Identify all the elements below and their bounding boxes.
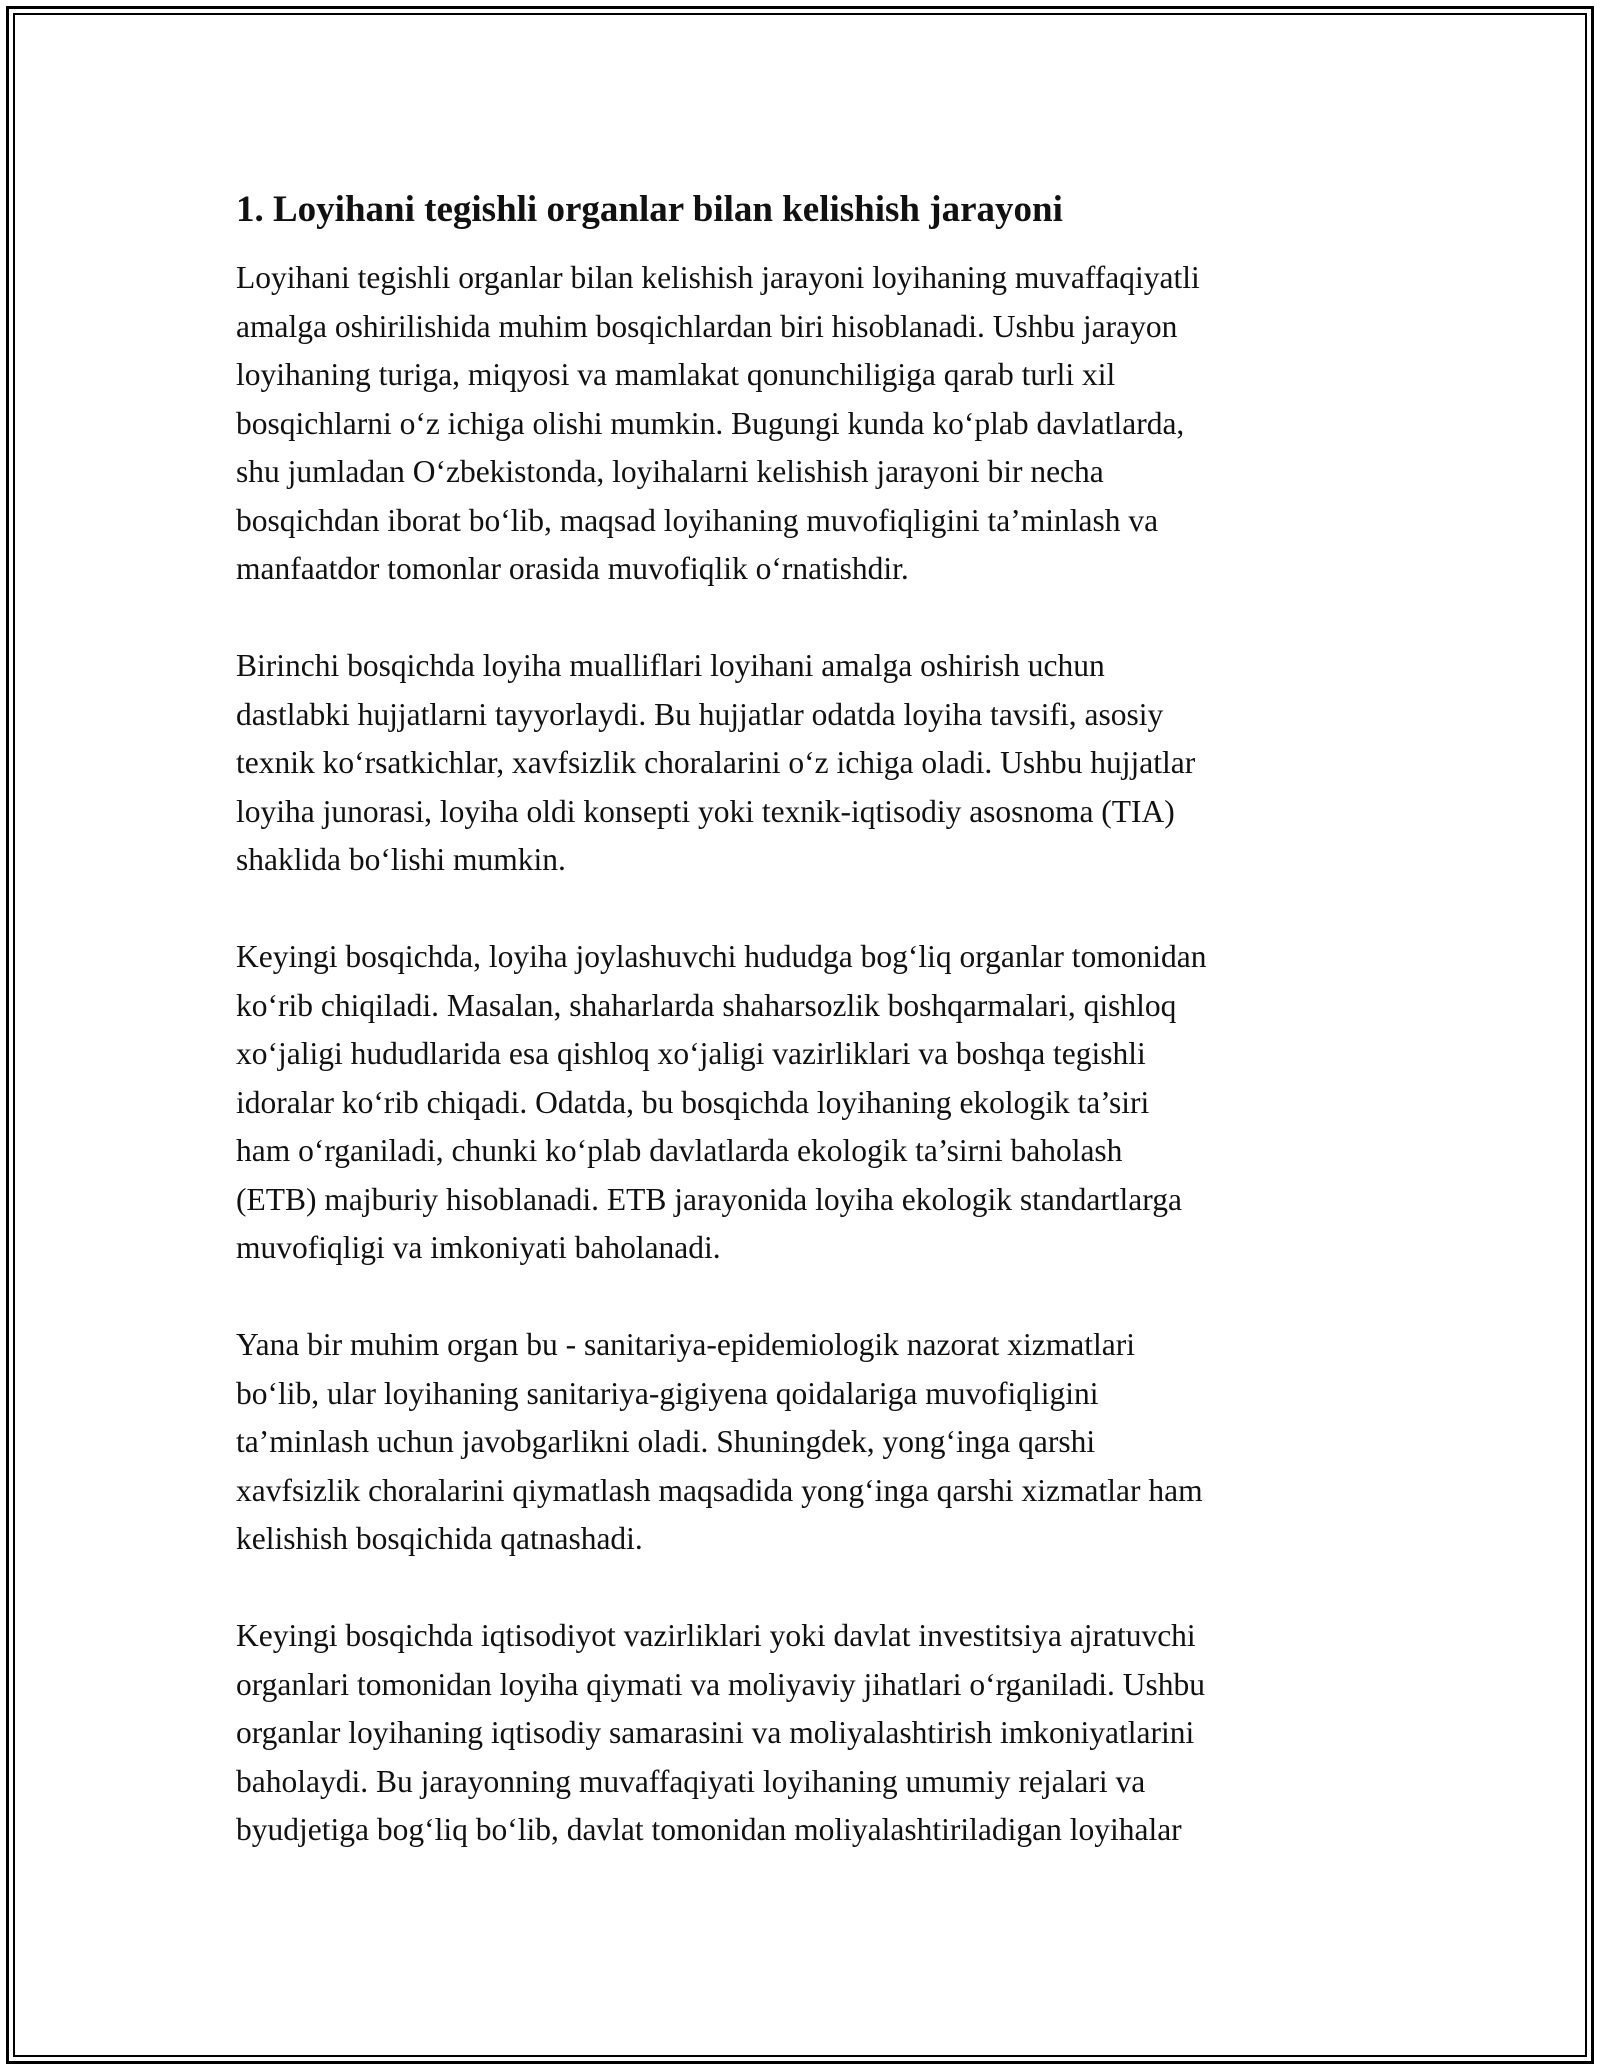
text-line: organlari tomonidan loyiha qiymati va moliyaviy jihatlari o‘rganiladi. Ushbu (236, 1666, 1206, 1702)
document-body (236, 186, 1396, 1903)
paragraph-2 (236, 642, 1396, 885)
text-line: ko‘rib chiqiladi. Masalan, shaharlarda shaharsozlik boshqarmalari, qishloq (236, 987, 1177, 1023)
text-line: dastlabki hujjatlarni tayyorlaydi. Bu hujjatlar odatda loyiha tavsifi, asosiy (236, 696, 1164, 732)
text-line: bosqichdan iborat bo‘lib, maqsad loyihaning muvofiqligini ta’minlash va (236, 502, 1159, 538)
text-line: xavfsizlik choralarini qiymatlash maqsadida yong‘inga qarshi xizmatlar ham (236, 1472, 1203, 1508)
text-line: (ETB) majburiy hisoblanadi. ETB jarayonida loyiha ekologik standartlarga (236, 1181, 1182, 1217)
text-line: bosqichlarni o‘z ichiga olishi mumkin. Bugungi kunda ko‘plab davlatlarda, (236, 405, 1185, 441)
text-line: shaklida bo‘lishi mumkin. (236, 842, 566, 877)
text-line: Keyingi bosqichda, loyiha joylashuvchi hududga bog‘liq organlar tomonidan (236, 939, 1207, 974)
text-line: loyihaning turiga, miqyosi va mamlakat qonunchiligiga qarab turli xil (236, 357, 1116, 392)
paragraph-4 (236, 1321, 1396, 1564)
text-line: organlar loyihaning iqtisodiy samarasini va moliyalashtirish imkoniyatlarini (236, 1715, 1195, 1750)
text-line: loyiha junorasi, loyiha oldi konsepti yoki texnik-iqtisodiy asosnoma (TIA) (236, 793, 1175, 829)
text-line: ta’minlash uchun javobgarlikni oladi. Shuningdek, yong‘inga qarshi (236, 1424, 1096, 1459)
paragraph-1 (236, 254, 1396, 594)
text-line: Loyihani tegishli organlar bilan kelishish jarayoni loyihaning muvaffaqiyatli (236, 260, 1200, 295)
text-line: idoralar ko‘rib chiqadi. Odatda, bu bosqichda loyihaning ekologik ta’siri (236, 1084, 1150, 1120)
text-line: byudjetiga bog‘liq bo‘lib, davlat tomonidan moliyalashtiriladigan loyihalar (236, 1812, 1182, 1847)
text-line: ham o‘rganiladi, chunki ko‘plab davlatlarda ekologik ta’sirni baholash (236, 1133, 1123, 1168)
text-line: manfaatdor tomonlar orasida muvofiqlik o‘rnatishdir. (236, 551, 909, 586)
text-line: baholaydi. Bu jarayonning muvaffaqiyati loyihaning umumiy rejalari va (236, 1763, 1146, 1799)
text-line: amalga oshirilishida muhim bosqichlardan biri hisoblanadi. Ushbu jarayon (236, 308, 1178, 344)
text-line: bo‘lib, ular loyihaning sanitariya-gigiyena qoidalariga muvofiqligini (236, 1375, 1099, 1411)
text-line: xo‘jaligi hududlarida esa qishloq xo‘jaligi vazirliklari va boshqa tegishli (236, 1036, 1146, 1071)
text-line: kelishish bosqichida qatnashadi. (236, 1521, 643, 1556)
text-line: Yana bir muhim organ bu - sanitariya-epidemiologik nazorat xizmatlari (236, 1327, 1135, 1362)
text-line: Birinchi bosqichda loyiha mualliflari loyihani amalga oshirish uchun (236, 648, 1105, 683)
section-heading: 1. Loyihani tegishli organlar bilan kelishish jarayoni (236, 189, 1063, 230)
text-line: shu jumladan O‘zbekistonda, loyihalarni kelishish jarayoni bir necha (236, 454, 1104, 489)
paragraph-5 (236, 1612, 1396, 1855)
text-line: texnik ko‘rsatkichlar, xavfsizlik choralarini o‘z ichiga oladi. Ushbu hujjatlar (236, 745, 1196, 780)
paragraph-3 (236, 933, 1396, 1273)
text-line: Keyingi bosqichda iqtisodiyot vazirliklari yoki davlat investitsiya ajratuvchi (236, 1618, 1196, 1653)
text-line: muvofiqligi va imkoniyati baholanadi. (236, 1230, 721, 1265)
